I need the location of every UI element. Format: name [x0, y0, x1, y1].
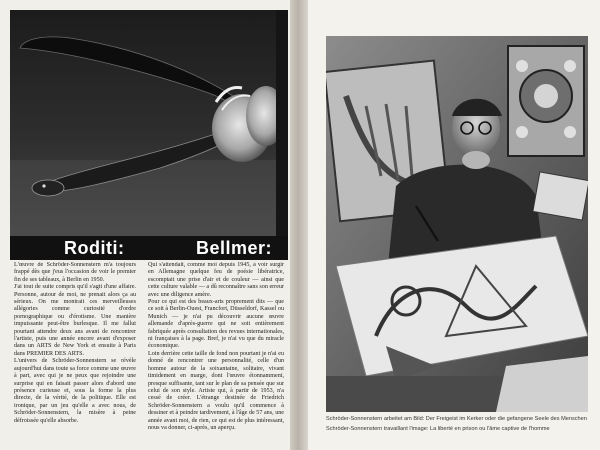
- text-column-1: [14, 262, 136, 446]
- right-page: [308, 0, 600, 450]
- book-gutter: [290, 0, 308, 450]
- painting-image: [10, 10, 288, 240]
- heading-bellmer: Bellmer:: [196, 238, 273, 258]
- artist-photograph: [326, 36, 588, 412]
- painting-reproduction: [10, 10, 288, 240]
- column1-paragraph: J'ai tout de suite compris qu'il s'agit d'une affaire. Personne, autour de moi, ne prenait alors ça au sérieux. On me montrait ces merveilleuses allégories comme curiosité d'ordre pornographique ou d'érotisme. Une manière impuissante peut-être burlesque. Il me fallut pourtant attendre deux ans avant de rencontrer l'artiste, puis une année encore avant d'exposer dans un ARTS de New York et ensuite à Paris dans PREMIER DES ARTS.: [14, 284, 136, 357]
- column1-paragraph: L'univers de Schröder-Sonnenstern se révèle aujourd'hui dans toute sa force comme une œuvre à part, avec qui je ne peux que rejoindre une surprise qui en faisait passer alors d'abord une présence curieuse et, sous la forme la plus directe, de la vérité, de la politique. Elle est ironique, par un jeu qu'elle a avec nous, de Schröder-Sonnenstern, la misère à peine défroissée qu'elle absorbe.: [14, 358, 136, 424]
- column1-paragraph: L'œuvre de Schröder-Sonnenstern m'a toujours frappé dès que j'eus l'occasion de voir le premier fin de ses tableaux, à Berlin en 1950.: [14, 262, 136, 283]
- heading-roditi: Roditi:: [64, 238, 125, 258]
- photo-image: [326, 36, 588, 412]
- text-column-2: [148, 262, 284, 446]
- photo-caption-french: Schröder-Sonnenstern travaillant l'image: La liberté en prison ou l'âme captive de l'homme: [326, 426, 550, 432]
- left-page: [0, 0, 296, 450]
- photo-caption-german: Schröder-Sonnenstern arbeitet am Bild: Der Freigeist im Kerker oder die gefangene Seele des Menschen: [326, 416, 587, 422]
- column2-paragraph: Qui s'attendait, comme moi depuis 1945, à voir surgir en Allemagne quelque feu de poésie libératrice, escomptait une prise d'air et de couleur — ainsi que cette culture valable — a dû reconnaître sans son erreur avec une diligence amère.: [148, 262, 284, 298]
- column2-paragraph: Loin derrière cette taille de fond non pourtant je n'ai eu donné de rencontrer une personnalité, celle d'un homme autour de la soixantaine, solitaire, vivant timidement en marge, dont l'œuvre étonnamment, presque suffisante, tant sur le plan de sa pensée que sur celui de son style. Artiste qui, à partir de 1953, n'a cessé de créer. L'étrange destinée de Friedrich Schröder-Sonnenstern a voulu qu'il commence à dessiner et à peindre tardivement, à l'âge de 57 ans, une année avant moi, de rien, ce qui est de plus intéressant, nous va donner, ci-après, un aperçu.: [148, 350, 284, 431]
- article-heading-strip: [10, 236, 288, 260]
- column2-paragraph: Pour ce qui est des beaux-arts proprement dits — que ce soit à Berlin-Ouest, Francfort, Düsseldorf, Kassel ou Munich — je n'ai pu découvrir aucune œuvre allemande d'après-guerre qui ne soit entièrement fabriquée après consultation des revues internationales, ni françaises à la page. Bref, je n'ai vu que du miracle économique.: [148, 299, 284, 350]
